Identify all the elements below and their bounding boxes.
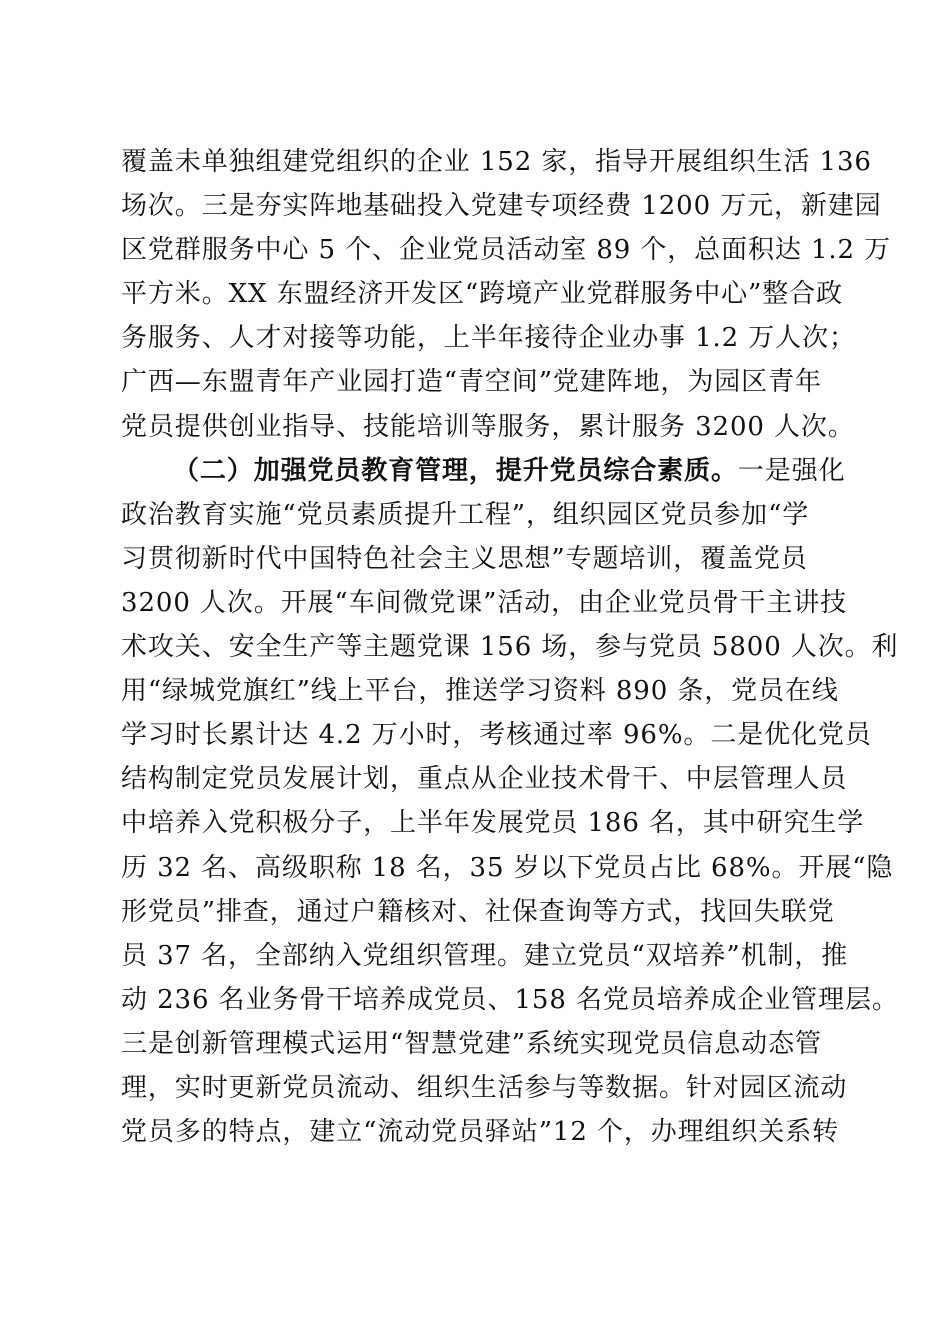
body-text: [121, 140, 899, 1154]
text-line-7: 党员提供创业指导、技能培训等服务，累计服务 3200 人次。: [121, 411, 855, 442]
text-line-10: 习贯彻新时代中国特色社会主义思想”专题培训，覆盖党员: [121, 543, 808, 574]
text-line-22: 理，实时更新党员流动、组织生活参与等数据。针对园区流动: [121, 1072, 848, 1103]
text-line-13: 用“绿城党旗红”线上平台，推送学习资料 890 条，党员在线: [121, 676, 839, 707]
text-line-14: 学习时长累计达 4.2 万小时，考核通过率 96%。二是优化党员: [121, 720, 872, 751]
text-line-23: 党员多的特点，建立“流动党员驿站”12 个，办理组织关系转: [121, 1117, 840, 1148]
text-line-2: 场次。三是夯实阵地基础投入党建专项经费 1200 万元，新建园: [121, 191, 882, 222]
section-2-heading: （二）加强党员教育管理，提升党员综合素质。: [173, 455, 738, 486]
text-line-9: 政治教育实施“党员素质提升工程”，组织园区党员参加“学: [121, 499, 810, 530]
text-line-1: 覆盖未单独组建党组织的企业 152 家，指导开展组织生活 136: [121, 147, 872, 177]
text-line-18: 形党员”排查，通过户籍核对、社保查询等方式，找回失联党: [121, 896, 835, 927]
text-line-11: 3200 人次。开展“车间微党课”活动，由企业党员骨干主讲技: [121, 587, 848, 618]
text-line-20: 动 236 名业务骨干培养成党员、158 名党员培养成企业管理层。: [121, 984, 899, 1015]
text-line-19: 员 37 名，全部纳入党组织管理。建立党员“双培养”机制，推: [121, 940, 849, 971]
section-2-first-line-rest: 一是强化: [737, 455, 846, 486]
text-line-3: 区党群服务中心 5 个、企业党员活动室 89 个，总面积达 1.2 万: [121, 235, 892, 266]
section-2-first-line: [121, 449, 846, 493]
text-line-15: 结构制定党员发展计划，重点从企业技术骨干、中层管理人员: [121, 764, 848, 795]
text-line-6: 广西—东盟青年产业园打造“青空间”党建阵地，为园区青年: [121, 367, 822, 398]
text-line-16: 中培养入党积极分子，上半年发展党员 186 名，其中研究生学: [121, 808, 865, 839]
text-line-17: 历 32 名、高级职称 18 名，35 岁以下党员占比 68%。开展“隐: [121, 852, 894, 883]
text-line-21: 三是创新管理模式运用“智慧党建”系统实现党员信息动态管: [121, 1028, 822, 1059]
text-line-12: 术攻关、安全生产等主题党课 156 场，参与党员 5800 人次。利: [121, 632, 899, 663]
text-line-4: 平方米。XX 东盟经济开发区“跨境产业党群服务中心”整合政: [121, 279, 843, 310]
text-line-5: 务服务、人才对接等功能，上半年接待企业办事 1.2 万人次；: [121, 323, 856, 354]
